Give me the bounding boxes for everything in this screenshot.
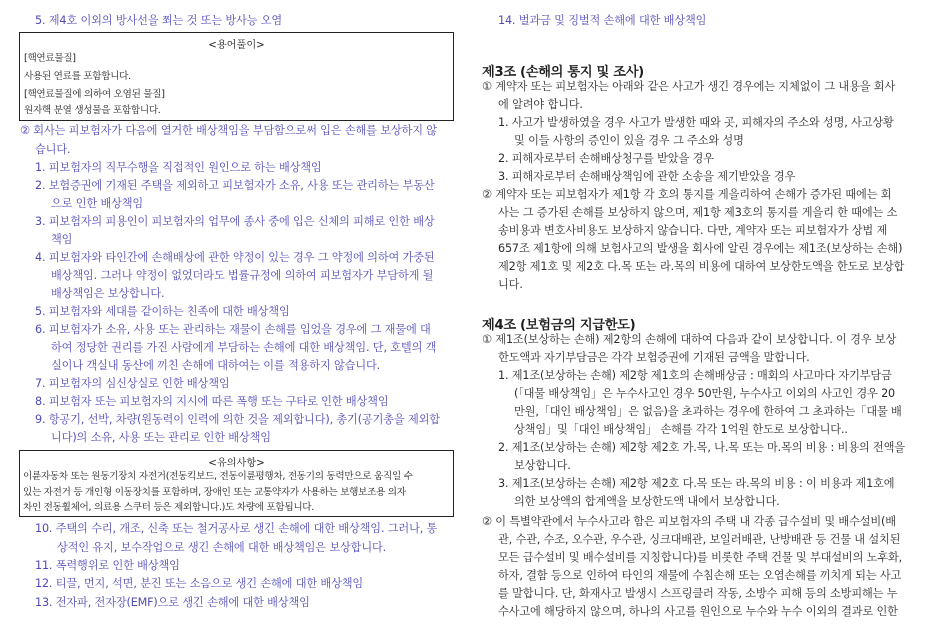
list-item: 6. 피보험자가 소유, 사용 또는 관리하는 재물이 손해를 입었을 경우에 그 재물에 대 (35, 323, 431, 336)
glossary-box (19, 32, 454, 121)
notice-line: 차인 전동휠체어, 의료용 스쿠터 등은 제외합니다.)도 차량에 포함됩니다. (23, 502, 314, 513)
list-item: 13. 전자파, 전자장(EMF)으로 생긴 손해에 대한 배상책임 (35, 596, 310, 609)
list-item: 의한 보상액의 합계액을 보상한도액 내에서 보상합니다. (514, 495, 780, 508)
list-item: 8. 피보험자 또는 피보험자의 지시에 따른 폭행 또는 구타로 인한 배상책임 (35, 395, 389, 408)
list-item: (「대물 배상책임」은 누수사고인 경우 50만원, 누수사고 이외의 사고인 경우 20 (514, 387, 896, 400)
list-item: 책임 (51, 233, 73, 246)
notice-box (19, 450, 454, 517)
paragraph-line: 수사고에 해당하지 않으며, 하나의 사고를 원인으로 누수와 누수 이외의 결과로 인한 (498, 605, 898, 618)
list-item: 5. 피보험자와 세대를 같이하는 친족에 대한 배상책임 (35, 305, 290, 318)
list-item: 배상책임. 그러나 약정이 없었더라도 법률규정에 의하여 피보험자가 부담하게 될 (51, 269, 434, 282)
list-item: 배상책임은 보상합니다. (51, 287, 165, 300)
list-item: 1. 제1조(보상하는 손해) 제2항 제1호의 손해배상금 : 매회의 사고마다 자기부담금 (498, 369, 892, 382)
glossary-line: 사용된 연료를 포함합니다. (24, 71, 131, 82)
paragraph-line: ② 회사는 피보험자가 다음에 열거한 배상책임을 부담함으로써 입은 손해를 보상하지 않 (20, 124, 437, 137)
list-item: 9. 항공기, 선박, 차량(원동력이 인력에 의한 것을 제외합니다), 총기(공기총을 제외합 (35, 413, 440, 426)
list-item: 14. 벌과금 및 징벌적 손해에 대한 배상책임 (498, 14, 707, 27)
list-item: 2. 보험증권에 기재된 주택을 제외하고 피보험자가 소유, 사용 또는 관리하는 부동산 (35, 179, 435, 192)
list-item: 3. 피보험자의 피용인이 피보험자의 업무에 종사 중에 입은 신체의 피해로 인한 배상 (35, 215, 435, 228)
list-item: 1. 피보험자의 직무수행을 직접적인 원인으로 하는 배상책임 (35, 161, 322, 174)
paragraph-line: 송비용과 변호사비용도 보상하지 않습니다. 다만, 계약자 또는 피보험자가 상법 제 (498, 224, 888, 237)
list-item: 상책임」및「대인 배상책임」 손해를 각각 1억원 한도로 보상합니다.. (514, 423, 848, 436)
paragraph-line: 제2항 제1호 및 제2호 다.목 또는 라.목의 비용에 대하여 보상한도액을 한도로 보상합 (498, 260, 905, 273)
paragraph-line: 하자, 결함 등으로 인하여 타인의 재물에 수침손해 또는 오염손해를 끼치게 되는 사고 (498, 569, 902, 582)
paragraph-line: ① 계약자 또는 피보험자는 아래와 같은 사고가 생긴 경우에는 지체없이 그 내용을 회사 (482, 80, 896, 93)
list-item: 1. 사고가 발생하였을 경우 사고가 발생한 때와 곳, 피해자의 주소와 성명, 사고상황 (498, 116, 894, 129)
paragraph-line: 모든 급수설비 및 배수설비를 지칭합니다)를 비롯한 주택 건물 및 부대설비의 노후화, (498, 551, 903, 564)
paragraph-line: 사는 그 증가된 손해를 보상하지 않으며, 제1항 제3호의 통지를 게을리 한 때에는 소 (498, 206, 898, 219)
paragraph-line: 습니다. (35, 143, 71, 156)
list-item: 하여 정당한 권리를 가진 사람에게 부담하는 손해에 대한 배상책임. 단, 호텔의 객 (51, 341, 437, 354)
list-item: 실이나 객실내 동산에 끼친 손해에 대하여는 이를 적용하지 않습니다. (51, 359, 381, 372)
list-item: 으로 인한 배상책임 (51, 197, 144, 210)
list-item: 니다)의 소유, 사용 또는 관리로 인한 배상책임 (51, 431, 271, 444)
list-item: 10. 주택의 수리, 개조, 신축 또는 철거공사로 생긴 손해에 대한 배상책임. 그러나, 통 (35, 522, 438, 535)
list-item: 3. 피해자로부터 손해배상책임에 관한 소송을 제기받았을 경우 (498, 170, 796, 183)
list-item: 2. 피해자로부터 손해배상청구를 받았을 경우 (498, 152, 714, 165)
list-item: 3. 제1조(보상하는 손해) 제2항 제2호 다.목 또는 라.목의 비용 : 이 비용과 제1호에 (498, 477, 895, 490)
list-item: 7. 피보험자의 심신상실로 인한 배상책임 (35, 377, 230, 390)
list-item: 12. 티끌, 먼지, 석면, 분진 또는 소음으로 생긴 손해에 대한 배상책임 (35, 577, 364, 590)
glossary-line: 원자핵 분열 생성물을 포함합니다. (24, 105, 161, 116)
paragraph-line: ① 제1조(보상하는 손해) 제2항의 손해에 대하여 다음과 같이 보상합니다. 이 경우 보상 (482, 333, 897, 346)
paragraph-line: 에 알려야 합니다. (498, 98, 583, 111)
paragraph-line: 한도액과 자기부담금은 각각 보험증권에 기재된 금액을 말합니다. (498, 351, 810, 364)
section-heading: 제3조 (손해의 통지 및 조사) (482, 65, 644, 80)
paragraph-line: 관, 수관, 수조, 오수관, 우수관, 싱크대배관, 보일러배관, 난방배관 등 건물 내 설치된 (498, 533, 901, 546)
list-item: 5. 제4호 이외의 방사선을 쬐는 것 또는 방사능 오염 (35, 14, 283, 27)
list-item: 2. 제1조(보상하는 손해) 제2항 제2호 가.목, 나.목 또는 마.목의 비용 : 비용의 전액을 (498, 441, 905, 454)
paragraph-line: ② 이 특별약관에서 누수사고라 함은 피보험자의 주택 내 각종 급수설비 및 배수설비(배 (482, 515, 896, 528)
glossary-line: [핵연료물질에 의하여 오염된 물질] (24, 89, 165, 100)
list-item: 4. 피보험자와 타인간에 손해배상에 관한 약정이 있는 경우 그 약정에 의하여 가중된 (35, 251, 435, 264)
notice-line: 이륜자동차 또는 원동기장치 자전거(전동킥보드, 전동이륜평행차, 전동기의 동력만으로 움직일 수 (23, 471, 413, 482)
glossary-line: [핵연료물질] (24, 53, 76, 64)
paragraph-line: 니다. (498, 278, 523, 291)
notice-line: 있는 자전거 등 개인형 이동장치를 포함하며, 장애인 또는 교통약자가 사용하는 보행보조용 의자 (23, 487, 406, 498)
notice-box-title: <유의사항> (208, 458, 265, 469)
section-heading: 제4조 (보험금의 지급한도) (482, 318, 636, 333)
paragraph-line: ② 계약자 또는 피보험자가 제1항 각 호의 통지를 게을리하여 손해가 증가된 때에는 회 (482, 188, 892, 201)
paragraph-line: 를 말합니다. 단, 화재사고 발생시 스프링클러 작동, 소방수 피해 등의 소방피해는 누 (498, 587, 898, 600)
list-item: 보상합니다. (514, 459, 571, 472)
paragraph-line: 657조 제1항에 의해 보험사고의 발생을 회사에 알린 경우에는 제1조(보상하는 손해) (498, 242, 903, 255)
list-item: 및 이들 사항의 증인이 있을 경우 그 주소와 성명 (514, 134, 744, 147)
glossary-box-title: <용어풀이> (208, 40, 265, 51)
list-item: 상적인 유지, 보수작업으로 생긴 손해에 대한 배상책임은 보상합니다. (57, 541, 387, 554)
list-item: 11. 폭력행위로 인한 배상책임 (35, 559, 180, 572)
list-item: 만원,「대인 배상책임」은 없음)을 초과하는 경우에 한하여 그 초과하는「대물 배 (514, 405, 902, 418)
